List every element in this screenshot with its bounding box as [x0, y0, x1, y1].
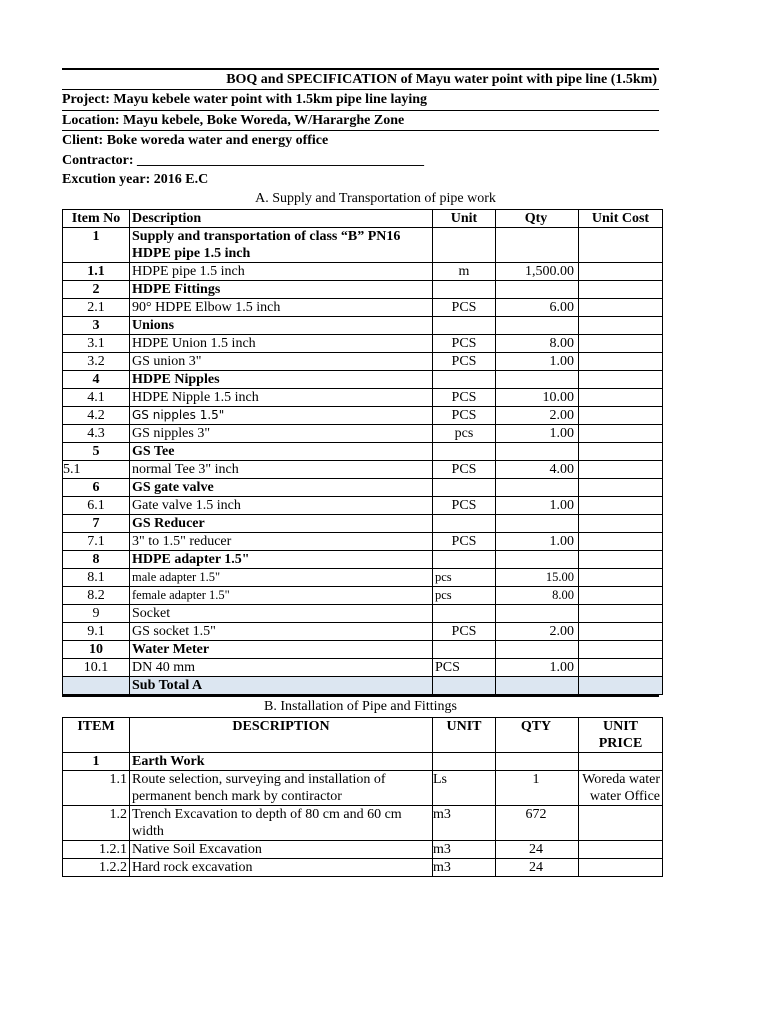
header-item-no: Item No — [63, 210, 130, 228]
table-row — [63, 497, 663, 515]
table-row — [63, 263, 663, 281]
item-description: Water Meter — [130, 641, 433, 659]
item-unit — [433, 551, 496, 569]
item-qty — [496, 641, 579, 659]
item-number: 1 — [63, 228, 130, 263]
client-line: Client: Boke woreda water and energy office — [62, 133, 329, 149]
item-unit-cost — [579, 569, 663, 587]
item-description: HDPE pipe 1.5 inch — [130, 263, 433, 281]
item-unit-cost — [579, 641, 663, 659]
table-row — [63, 551, 663, 569]
item-qty: 1 — [496, 771, 579, 806]
item-unit-cost — [579, 605, 663, 623]
table-row — [63, 753, 663, 771]
item-unit — [433, 753, 496, 771]
item-qty — [496, 605, 579, 623]
item-number: 2.1 — [63, 299, 130, 317]
item-unit: m — [433, 263, 496, 281]
item-unit: PCS — [433, 299, 496, 317]
item-number: 2 — [63, 281, 130, 299]
table-row — [63, 371, 663, 389]
item-qty: 1.00 — [496, 497, 579, 515]
header-unit: Unit — [433, 210, 496, 228]
table-row — [63, 299, 663, 317]
item-unit: PCS — [433, 407, 496, 425]
header-item: ITEM — [63, 718, 130, 753]
item-qty — [496, 515, 579, 533]
item-unit: Ls — [433, 771, 496, 806]
section-b-header-row — [63, 718, 663, 753]
item-description: 3" to 1.5" reducer — [130, 533, 433, 551]
item-description: 90° HDPE Elbow 1.5 inch — [130, 299, 433, 317]
item-unit: PCS — [433, 623, 496, 641]
table-row — [63, 281, 663, 299]
item-number: 10 — [63, 641, 130, 659]
item-number: 10.1 — [63, 659, 130, 677]
header-unit-cost: Unit Cost — [579, 210, 663, 228]
item-unit — [433, 371, 496, 389]
item-unit-cost — [579, 587, 663, 605]
item-qty — [496, 479, 579, 497]
item-number: 1.2.1 — [63, 841, 130, 859]
item-unit-cost — [579, 551, 663, 569]
execution-year-line: Excution year: 2016 E.C — [62, 171, 209, 187]
item-qty: 1.00 — [496, 425, 579, 443]
item-description: GS Tee — [130, 443, 433, 461]
item-unit: pcs — [433, 569, 496, 587]
item-unit-cost — [579, 228, 663, 263]
item-unit-cost — [579, 317, 663, 335]
header-qty-b: QTY — [496, 718, 579, 753]
item-number: 8 — [63, 551, 130, 569]
item-qty: 1.00 — [496, 659, 579, 677]
item-unit-cost — [579, 515, 663, 533]
item-unit-price: Woreda water water Office — [579, 771, 663, 806]
table-row — [63, 407, 663, 425]
item-unit-cost — [579, 389, 663, 407]
item-number: 5 — [63, 443, 130, 461]
item-unit: PCS — [433, 497, 496, 515]
item-unit-cost — [579, 281, 663, 299]
table-row — [63, 317, 663, 335]
table-row — [63, 587, 663, 605]
section-a-table — [62, 209, 663, 695]
table-row — [63, 623, 663, 641]
item-description: Unions — [130, 317, 433, 335]
item-number: 1 — [63, 753, 130, 771]
item-qty — [496, 753, 579, 771]
item-qty — [496, 228, 579, 263]
item-unit: m3 — [433, 806, 496, 841]
table-row — [63, 841, 663, 859]
item-number: 7 — [63, 515, 130, 533]
item-description: Trench Excavation to depth of 80 cm and 60 cm width — [130, 806, 433, 841]
table-row — [63, 461, 663, 479]
table-row — [63, 353, 663, 371]
item-unit-cost — [579, 623, 663, 641]
item-number: 9 — [63, 605, 130, 623]
item-unit: m3 — [433, 859, 496, 877]
location-line: Location: Mayu kebele, Boke Woreda, W/Hararghe Zone — [62, 111, 659, 131]
table-row — [63, 479, 663, 497]
item-unit — [433, 641, 496, 659]
section-a-title: A. Supply and Transportation of pipe work — [255, 191, 496, 207]
item-qty — [496, 551, 579, 569]
item-description: HDPE Nipple 1.5 inch — [130, 389, 433, 407]
item-unit-cost — [579, 443, 663, 461]
item-unit-price — [579, 753, 663, 771]
item-unit-cost — [579, 353, 663, 371]
item-unit-cost — [579, 263, 663, 281]
item-description: Supply and transportation of class “B” PN16 HDPE pipe 1.5 inch — [130, 228, 433, 263]
item-qty: 4.00 — [496, 461, 579, 479]
item-description: Hard rock excavation — [130, 859, 433, 877]
item-number: 6.1 — [63, 497, 130, 515]
item-qty — [496, 281, 579, 299]
table-row — [63, 515, 663, 533]
project-line: Project: Mayu kebele water point with 1.5km pipe line laying — [62, 90, 659, 110]
item-qty — [496, 317, 579, 335]
item-number: 8.1 — [63, 569, 130, 587]
item-unit-cost — [579, 299, 663, 317]
item-number: 4.3 — [63, 425, 130, 443]
item-description: Socket — [130, 605, 433, 623]
table-row — [63, 443, 663, 461]
item-description: Native Soil Excavation — [130, 841, 433, 859]
item-description: GS socket 1.5" — [130, 623, 433, 641]
section-b-title: B. Installation of Pipe and Fittings — [62, 695, 659, 717]
item-qty: 10.00 — [496, 389, 579, 407]
item-unit: PCS — [433, 353, 496, 371]
item-description: DN 40 mm — [130, 659, 433, 677]
item-unit: pcs — [433, 587, 496, 605]
item-number: 1.2 — [63, 806, 130, 841]
item-description: Gate valve 1.5 inch — [130, 497, 433, 515]
item-unit-price — [579, 841, 663, 859]
item-unit-cost — [579, 335, 663, 353]
item-number: 3 — [63, 317, 130, 335]
table-row — [63, 533, 663, 551]
item-number: 1.1 — [63, 263, 130, 281]
table-row — [63, 335, 663, 353]
table-row — [63, 425, 663, 443]
contractor-line: Contractor: _________________________________________ — [62, 152, 425, 168]
item-description: Earth Work — [130, 753, 433, 771]
section-b-table — [62, 717, 663, 877]
item-description: GS nipples 1.5" — [130, 407, 433, 425]
item-qty: 2.00 — [496, 407, 579, 425]
table-row — [63, 806, 663, 841]
item-unit-cost — [579, 533, 663, 551]
item-unit: PCS — [433, 335, 496, 353]
item-unit — [433, 515, 496, 533]
boq-sheet — [62, 68, 659, 877]
item-unit-cost — [579, 425, 663, 443]
item-unit: PCS — [433, 659, 496, 677]
header-qty: Qty — [496, 210, 579, 228]
item-qty: 1,500.00 — [496, 263, 579, 281]
item-qty: 15.00 — [496, 569, 579, 587]
section-a-header-row — [63, 210, 663, 228]
item-qty: 24 — [496, 859, 579, 877]
item-description: HDPE Fittings — [130, 281, 433, 299]
item-number: 9.1 — [63, 623, 130, 641]
item-description: HDPE adapter 1.5" — [130, 551, 433, 569]
item-unit — [433, 317, 496, 335]
item-description: HDPE Union 1.5 inch — [130, 335, 433, 353]
table-row — [63, 605, 663, 623]
item-unit-cost — [579, 407, 663, 425]
item-unit-price — [579, 806, 663, 841]
item-number: 8.2 — [63, 587, 130, 605]
subtotal-label: Sub Total A — [130, 677, 433, 695]
item-unit-cost — [579, 659, 663, 677]
item-qty: 24 — [496, 841, 579, 859]
header-description-b: DESCRIPTION — [130, 718, 433, 753]
table-row — [63, 228, 663, 263]
item-unit-price — [579, 859, 663, 877]
item-qty — [496, 371, 579, 389]
item-number: 3.2 — [63, 353, 130, 371]
item-number: 4 — [63, 371, 130, 389]
item-number: 1.2.2 — [63, 859, 130, 877]
item-number: 4.2 — [63, 407, 130, 425]
item-qty: 2.00 — [496, 623, 579, 641]
table-row — [63, 569, 663, 587]
item-description: GS gate valve — [130, 479, 433, 497]
table-row — [63, 659, 663, 677]
item-unit: m3 — [433, 841, 496, 859]
item-unit-cost — [579, 497, 663, 515]
item-number: 4.1 — [63, 389, 130, 407]
header-unit-b: UNIT — [433, 718, 496, 753]
item-number: 3.1 — [63, 335, 130, 353]
table-row — [63, 859, 663, 877]
item-description: GS union 3" — [130, 353, 433, 371]
item-description: GS nipples 3" — [130, 425, 433, 443]
header-description: Description — [130, 210, 433, 228]
item-unit — [433, 228, 496, 263]
table-row — [63, 641, 663, 659]
item-unit-cost — [579, 371, 663, 389]
item-qty — [496, 443, 579, 461]
item-unit — [433, 605, 496, 623]
item-unit-cost — [579, 461, 663, 479]
item-unit: PCS — [433, 533, 496, 551]
item-qty: 6.00 — [496, 299, 579, 317]
item-description: Route selection, surveying and installation of permanent bench mark by contiractor — [130, 771, 433, 806]
item-qty: 1.00 — [496, 533, 579, 551]
item-unit-cost — [579, 479, 663, 497]
item-unit — [433, 443, 496, 461]
item-unit: PCS — [433, 461, 496, 479]
item-number: 5.1 — [63, 461, 130, 479]
item-unit — [433, 479, 496, 497]
item-description: normal Tee 3" inch — [130, 461, 433, 479]
item-unit: pcs — [433, 425, 496, 443]
item-description: female adapter 1.5" — [130, 587, 433, 605]
item-description: HDPE Nipples — [130, 371, 433, 389]
item-number: 6 — [63, 479, 130, 497]
header-unit-price: UNIT PRICE — [579, 718, 663, 753]
table-row — [63, 389, 663, 407]
item-unit — [433, 281, 496, 299]
item-qty: 8.00 — [496, 335, 579, 353]
item-number: 7.1 — [63, 533, 130, 551]
subtotal-row — [63, 677, 663, 695]
table-row — [63, 771, 663, 806]
item-description: male adapter 1.5" — [130, 569, 433, 587]
item-qty: 672 — [496, 806, 579, 841]
item-description: GS Reducer — [130, 515, 433, 533]
item-number: 1.1 — [63, 771, 130, 806]
item-unit: PCS — [433, 389, 496, 407]
document-title: BOQ and SPECIFICATION of Mayu water point with pipe line (1.5km) — [62, 68, 659, 90]
item-qty: 8.00 — [496, 587, 579, 605]
item-qty: 1.00 — [496, 353, 579, 371]
